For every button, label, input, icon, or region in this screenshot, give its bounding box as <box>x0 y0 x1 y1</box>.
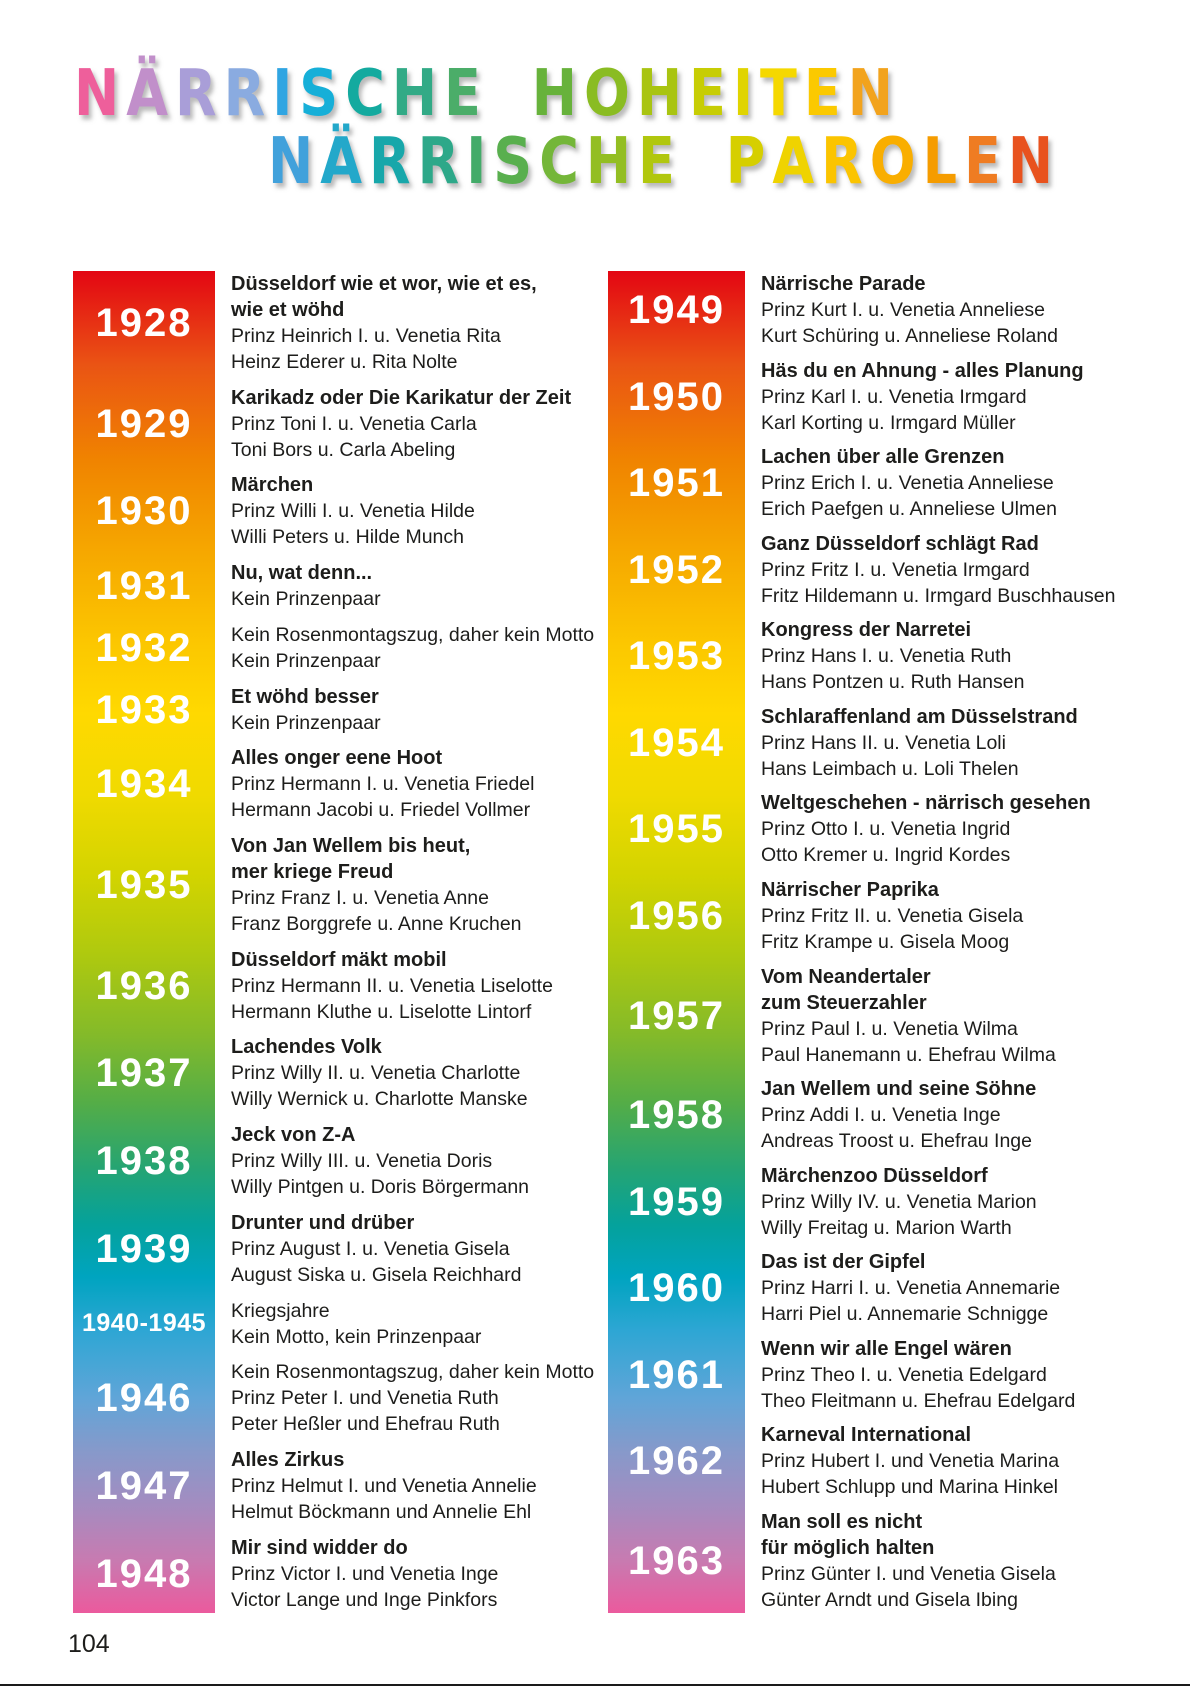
year-label: 1939 <box>95 1226 193 1271</box>
entry-motto-line: Lachen über alle Grenzen <box>761 446 1005 469</box>
entry-names-line: Toni Bors u. Carla Abeling <box>231 438 456 461</box>
year-label: 1949 <box>628 288 725 332</box>
title-letter: E <box>444 56 488 131</box>
entry-names-line: Franz Borggrefe u. Anne Kruchen <box>231 913 522 936</box>
entry-names-line: Willi Peters u. Hilde Munch <box>231 526 464 549</box>
year-label: 1954 <box>628 720 725 765</box>
year-entry <box>73 472 593 550</box>
entry-names-line: Prinz Victor I. und Venetia Inge <box>231 1562 499 1585</box>
entry-names-line: Erich Paefgen u. Anneliese Ulmen <box>761 498 1057 521</box>
entry-names-line: Karl Korting u. Irmgard Müller <box>761 411 1016 434</box>
entry-names-line: Kein Rosenmontagszug, daher kein Motto <box>231 1361 595 1384</box>
entry-names-line: Prinz Franz I. u. Venetia Anne <box>231 887 489 910</box>
entry-motto-line: wie et wöhd <box>231 299 345 321</box>
entry-motto-line: mer kriege Freud <box>231 861 394 884</box>
entry-text <box>745 617 1148 695</box>
year-entry <box>608 964 1148 1068</box>
year-entry <box>608 1163 1148 1241</box>
year-label: 1928 <box>95 301 193 345</box>
entry-names-line: Günter Arndt und Gisela Ibing <box>761 1588 1018 1611</box>
entry-names-line: Prinz Karl I. u. Venetia Irmgard <box>761 385 1027 408</box>
entry-names-line: Prinz Fritz I. u. Venetia Irmgard <box>761 558 1030 581</box>
year-entry <box>73 1298 593 1350</box>
year-label: 1961 <box>628 1352 725 1397</box>
entry-motto-line: Jeck von Z-A <box>231 1124 356 1147</box>
title-letter: S <box>493 124 540 199</box>
entry-names-line: Heinz Ederer u. Rita Nolte <box>231 351 458 373</box>
year-entry <box>608 1336 1148 1414</box>
entry-names-line: Prinz Willy II. u. Venetia Charlotte <box>231 1062 521 1085</box>
entry-names-line: Willy Wernick u. Charlotte Manske <box>231 1088 528 1111</box>
entry-names-line: Otto Kremer u. Ingrid Kordes <box>761 844 1011 867</box>
entry-names-line: Prinz Hans I. u. Venetia Ruth <box>761 645 1012 668</box>
entry-text <box>215 684 593 736</box>
entry-names-line: Hans Leimbach u. Loli Thelen <box>761 757 1019 780</box>
year-label: 1960 <box>628 1266 725 1311</box>
year-label: 1958 <box>628 1093 725 1138</box>
entry-text <box>215 560 593 612</box>
entry-text <box>745 531 1148 609</box>
entry-names-line: Victor Lange und Inge Pinkfors <box>231 1588 498 1611</box>
entry-text <box>215 1034 593 1112</box>
entry-names-line: Harri Piel u. Annemarie Schnigge <box>761 1303 1049 1326</box>
title-letter: Ä <box>126 56 175 131</box>
entry-motto-line: Weltgeschehen - närrisch gesehen <box>761 792 1091 815</box>
entry-text <box>215 385 593 463</box>
entry-names-line: Fritz Hildemann u. Irmgard Buschhausen <box>761 584 1116 607</box>
year-entry <box>73 1359 593 1437</box>
year-label: 1951 <box>628 461 725 506</box>
year-label: 1948 <box>95 1551 193 1596</box>
entry-names-line: Kein Prinzenpaar <box>231 649 381 672</box>
entry-text <box>215 1122 593 1200</box>
entry-names-line: Prinz Hermann I. u. Venetia Friedel <box>231 773 535 796</box>
entry-text <box>215 745 593 823</box>
year-entry <box>73 833 593 937</box>
entry-names-line: Prinz Kurt I. u. Venetia Anneliese <box>761 299 1046 321</box>
entry-names-line: Kriegsjahre <box>231 1299 330 1322</box>
title-letter: E <box>964 124 1008 199</box>
entry-text <box>745 1163 1148 1241</box>
title-letter: N <box>268 124 321 199</box>
entry-names-line: Fritz Krampe u. Gisela Moog <box>761 930 1010 953</box>
entry-names-line: Prinz Fritz II. u. Venetia Gisela <box>761 904 1024 927</box>
entry-motto-line: Jan Wellem und seine Söhne <box>761 1078 1037 1101</box>
page-number: 104 <box>68 1630 110 1658</box>
year-label: 1962 <box>628 1439 725 1484</box>
entry-motto-line: Närrischer Paprika <box>761 878 939 901</box>
entry-names-line: Prinz Hans II. u. Venetia Loli <box>761 731 1006 754</box>
year-entry <box>73 1034 593 1112</box>
entry-names-line: Peter Heßler und Ehefrau Ruth <box>231 1413 500 1436</box>
entry-motto-line: Mir sind widder do <box>231 1536 408 1559</box>
entry-names-line: Prinz Helmut I. und Venetia Annelie <box>231 1475 537 1498</box>
title-letter: E <box>803 56 848 131</box>
entry-motto-line: Närrische Parade <box>761 273 926 295</box>
entry-motto-line: Kongress der Narretei <box>761 619 972 642</box>
entry-names-line: Prinz Otto I. u. Venetia Ingrid <box>761 818 1011 841</box>
entry-text <box>745 1422 1148 1500</box>
year-label: 1935 <box>95 863 193 908</box>
year-label: 1931 <box>95 564 193 609</box>
year-entry <box>73 1210 593 1288</box>
title-letter: I <box>732 56 761 131</box>
year-label: 1938 <box>95 1139 193 1184</box>
entry-text <box>745 964 1148 1068</box>
entry-motto-line: Lachendes Volk <box>231 1036 382 1059</box>
year-label: 1953 <box>628 634 725 679</box>
year-entry <box>608 1509 1148 1613</box>
year-entry <box>73 385 593 463</box>
entry-names-line: Prinz Theo I. u. Venetia Edelgard <box>761 1363 1047 1386</box>
year-label: 1946 <box>95 1376 193 1421</box>
year-entry <box>608 1249 1148 1327</box>
title-letter: S <box>299 56 346 131</box>
title-letter: I <box>272 56 300 131</box>
entry-text <box>745 704 1148 782</box>
entry-text <box>215 472 593 550</box>
year-label: 1929 <box>95 401 193 446</box>
entry-text <box>745 790 1148 868</box>
title-letter: I <box>466 124 494 199</box>
entry-motto-line: Vom Neandertaler <box>761 965 931 988</box>
entry-names-line: Willy Pintgen u. Doris Börgermann <box>231 1176 530 1199</box>
entry-text <box>215 1210 593 1288</box>
entry-text <box>215 1359 594 1437</box>
year-entry <box>608 1422 1148 1500</box>
year-entry <box>73 1122 593 1200</box>
entry-names-line: Hans Pontzen u. Ruth Hansen <box>761 671 1025 694</box>
entry-motto-line: für möglich halten <box>761 1536 935 1559</box>
title-letter: N <box>1007 124 1061 199</box>
title-letter: O <box>869 124 923 199</box>
entry-motto-line: Düsseldorf wie et wor, wie et es, <box>231 273 537 295</box>
title-letter: A <box>772 124 822 199</box>
entry-names-line: Paul Hanemann u. Ehefrau Wilma <box>761 1043 1056 1066</box>
entry-names-line: Prinz Hubert I. und Venetia Marina <box>761 1450 1060 1473</box>
year-entry <box>608 531 1148 609</box>
entry-motto-line: Ganz Düsseldorf schlägt Rad <box>761 532 1039 555</box>
year-label: 1956 <box>628 893 725 938</box>
year-entry <box>608 271 1148 349</box>
entry-motto-line: Märchen <box>231 474 314 497</box>
entry-text <box>215 271 593 375</box>
entry-motto-line: Alles Zirkus <box>231 1449 345 1472</box>
title-letter: P <box>725 124 773 199</box>
entry-names-line: Hermann Jacobi u. Friedel Vollmer <box>231 799 531 822</box>
title-letter: E <box>638 124 682 199</box>
entry-text <box>745 1336 1148 1414</box>
entry-names-line: Prinz August I. u. Venetia Gisela <box>231 1237 510 1260</box>
entry-names-line: Prinz Willy IV. u. Venetia Marion <box>761 1190 1037 1213</box>
entry-text <box>215 947 593 1025</box>
title-letter: R <box>223 56 273 131</box>
entry-motto-line: zum Steuerzahler <box>761 991 927 1014</box>
title-letter: C <box>539 124 586 199</box>
entry-text <box>745 877 1148 955</box>
entry-names-line: Helmut Böckmann und Annelie Ehl <box>231 1501 532 1524</box>
entry-text <box>745 1076 1148 1154</box>
entry-names-line: Prinz Willi I. u. Venetia Hilde <box>231 500 475 523</box>
entry-motto-line: Et wöhd besser <box>231 685 379 708</box>
entry-text <box>745 1509 1148 1613</box>
title-letter: N <box>74 56 127 131</box>
entry-names-line: Prinz Harri I. u. Venetia Annemarie <box>761 1277 1061 1300</box>
entry-names-line: Kein Motto, kein Prinzenpaar <box>231 1325 482 1348</box>
year-entry <box>608 358 1148 436</box>
entry-text <box>745 444 1148 522</box>
title-letter: L <box>922 124 965 199</box>
page-title-line2 <box>268 124 1060 198</box>
entry-motto-line: Das ist der Gipfel <box>761 1251 926 1274</box>
entry-names-line: Theo Fleitmann u. Ehefrau Edelgard <box>761 1389 1076 1412</box>
year-entry <box>73 947 593 1025</box>
entry-text <box>745 271 1148 349</box>
entry-names-line: Hubert Schlupp und Marina Hinkel <box>761 1476 1058 1499</box>
year-label: 1933 <box>95 687 193 732</box>
entry-names-line: Kein Rosenmontagszug, daher kein Motto <box>231 623 595 646</box>
title-letter: R <box>175 56 224 131</box>
year-label: 1963 <box>628 1538 725 1583</box>
entry-motto-line: Märchenzoo Düsseldorf <box>761 1164 988 1187</box>
entry-motto-line: Häs du en Ahnung - alles Planung <box>761 359 1084 382</box>
title-letter: N <box>847 56 900 131</box>
title-letter: R <box>417 124 467 199</box>
title-letter: O <box>583 56 637 131</box>
title-letter: T <box>760 56 804 131</box>
entry-names-line: Andreas Troost u. Ehefrau Inge <box>761 1130 1033 1153</box>
year-label: 1937 <box>95 1051 193 1096</box>
year-label: 1952 <box>628 547 725 592</box>
year-entry <box>73 560 593 612</box>
year-entry <box>73 684 593 736</box>
entry-motto-line: Man soll es nicht <box>761 1510 923 1533</box>
entry-names-line: Prinz Heinrich I. u. Venetia Rita <box>231 325 501 347</box>
entry-text <box>215 1535 593 1613</box>
entry-names-line: Prinz Willy III. u. Venetia Doris <box>231 1150 493 1173</box>
title-letter: H <box>531 56 584 131</box>
year-label: 1940-1945 <box>81 1309 207 1338</box>
entry-motto-line: Schlaraffenland am Düsselstrand <box>761 705 1078 728</box>
entry-names-line: Kurt Schüring u. Anneliese Roland <box>761 325 1059 347</box>
title-letter: H <box>391 56 445 131</box>
year-label: 1930 <box>95 489 193 534</box>
year-entry <box>73 745 593 823</box>
entry-names-line: Prinz Peter I. und Venetia Ruth <box>231 1387 499 1410</box>
year-label: 1957 <box>628 993 725 1038</box>
entry-motto-line: Von Jan Wellem bis heut, <box>231 835 471 858</box>
entry-text <box>215 1447 593 1525</box>
entry-motto-line: Karikadz oder Die Karikatur der Zeit <box>231 386 572 409</box>
entry-text <box>215 1298 593 1350</box>
title-letter: Ä <box>320 124 369 199</box>
entry-motto-line: Drunter und drüber <box>231 1211 415 1234</box>
left-column <box>73 271 593 1613</box>
year-entry <box>608 704 1148 782</box>
entry-motto-line: Karneval International <box>761 1424 972 1447</box>
title-letter <box>488 56 532 130</box>
entry-motto-line: Alles onger eene Hoot <box>231 747 443 770</box>
year-label: 1932 <box>95 625 193 670</box>
entry-names-line: Prinz Erich I. u. Venetia Anneliese <box>761 472 1054 495</box>
title-letter: H <box>585 124 639 199</box>
entry-motto-line: Nu, wat denn... <box>231 562 373 585</box>
year-label: 1934 <box>95 762 193 807</box>
year-label: 1947 <box>95 1464 193 1509</box>
year-entry <box>73 271 593 375</box>
left-entries <box>73 271 593 1613</box>
entry-text <box>215 622 594 674</box>
entry-names-line: August Siska u. Gisela Reichhard <box>231 1263 522 1286</box>
entry-motto-line: Wenn wir alle Engel wären <box>761 1337 1012 1360</box>
right-column <box>608 271 1148 1613</box>
entry-names-line: Prinz Toni I. u. Venetia Carla <box>231 412 477 435</box>
year-label: 1936 <box>95 963 193 1008</box>
title-letter: E <box>689 56 733 131</box>
entry-names-line: Kein Prinzenpaar <box>231 588 381 611</box>
title-letter: R <box>821 124 870 199</box>
entry-names-line: Prinz Günter I. und Venetia Gisela <box>761 1562 1056 1585</box>
entry-text <box>215 833 593 937</box>
year-entry <box>73 622 593 674</box>
title-letter: H <box>636 56 690 131</box>
year-label: 1955 <box>628 807 725 852</box>
title-letter: C <box>345 56 392 131</box>
year-entry <box>608 790 1148 868</box>
year-entry <box>608 617 1148 695</box>
right-entries <box>608 271 1148 1613</box>
title-letter: R <box>369 124 418 199</box>
year-label: 1950 <box>628 374 725 419</box>
year-entry <box>73 1447 593 1525</box>
year-entry <box>73 1535 593 1613</box>
page-title-line1 <box>74 56 900 130</box>
entry-text <box>745 358 1148 436</box>
year-label: 1959 <box>628 1179 725 1224</box>
title-letter <box>682 124 726 198</box>
entry-names-line: Prinz Paul I. u. Venetia Wilma <box>761 1017 1018 1040</box>
year-entry <box>608 1076 1148 1154</box>
entry-motto-line: Düsseldorf mäkt mobil <box>231 948 447 971</box>
entry-names-line: Kein Prinzenpaar <box>231 711 381 734</box>
entry-names-line: Prinz Hermann II. u. Venetia Liselotte <box>231 974 553 997</box>
entry-text <box>745 1249 1148 1327</box>
entry-names-line: Prinz Addi I. u. Venetia Inge <box>761 1104 1001 1127</box>
entry-names-line: Willy Freitag u. Marion Warth <box>761 1216 1012 1239</box>
year-entry <box>608 444 1148 522</box>
entry-names-line: Hermann Kluthe u. Liselotte Lintorf <box>231 1000 532 1023</box>
year-entry <box>608 877 1148 955</box>
